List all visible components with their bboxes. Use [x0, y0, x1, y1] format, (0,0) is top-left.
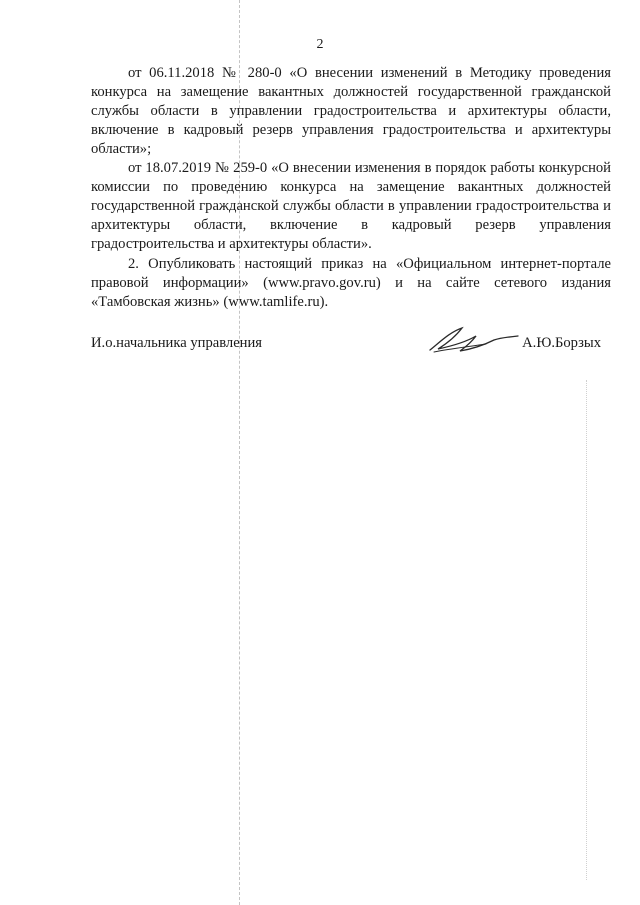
handwritten-signature — [426, 322, 521, 358]
paragraph-publish: 2. Опубликовать настоящий приказ на «Официальном интернет-портале правовой информации» (www.pravo.gov.ru) и на сайте сетевого издания «Тамбовская жизнь» (www.tamlife.ru). — [91, 255, 611, 310]
scan-edge-line — [586, 380, 587, 880]
page-number: 2 — [316, 37, 324, 52]
paragraph-order-2019: от 18.07.2019 № 259-0 «О внесении изменения в порядок работы конкурсной комиссии по проведению конкурса на замещение вакантных должностей государственной гражданской службы области в управлении градостроительства и архитектуры области, включение в кадровый резерв управления градостроительства и архитектуры области». — [91, 160, 611, 253]
signatory-name: А.Ю.Борзых — [522, 335, 601, 351]
document-body — [91, 64, 611, 312]
paragraph-order-2018: от 06.11.2018 № 280-0 «О внесении изменений в Методику проведения конкурса на замещение вакантных должностей государственной гражданской службы области в управлении градостроительства и архитектуры области, включение в кадровый резерв управления градостроительства и архитектуры области»; — [91, 65, 611, 157]
signatory-role: И.о.начальника управления — [91, 335, 263, 351]
signature-block — [91, 330, 611, 370]
